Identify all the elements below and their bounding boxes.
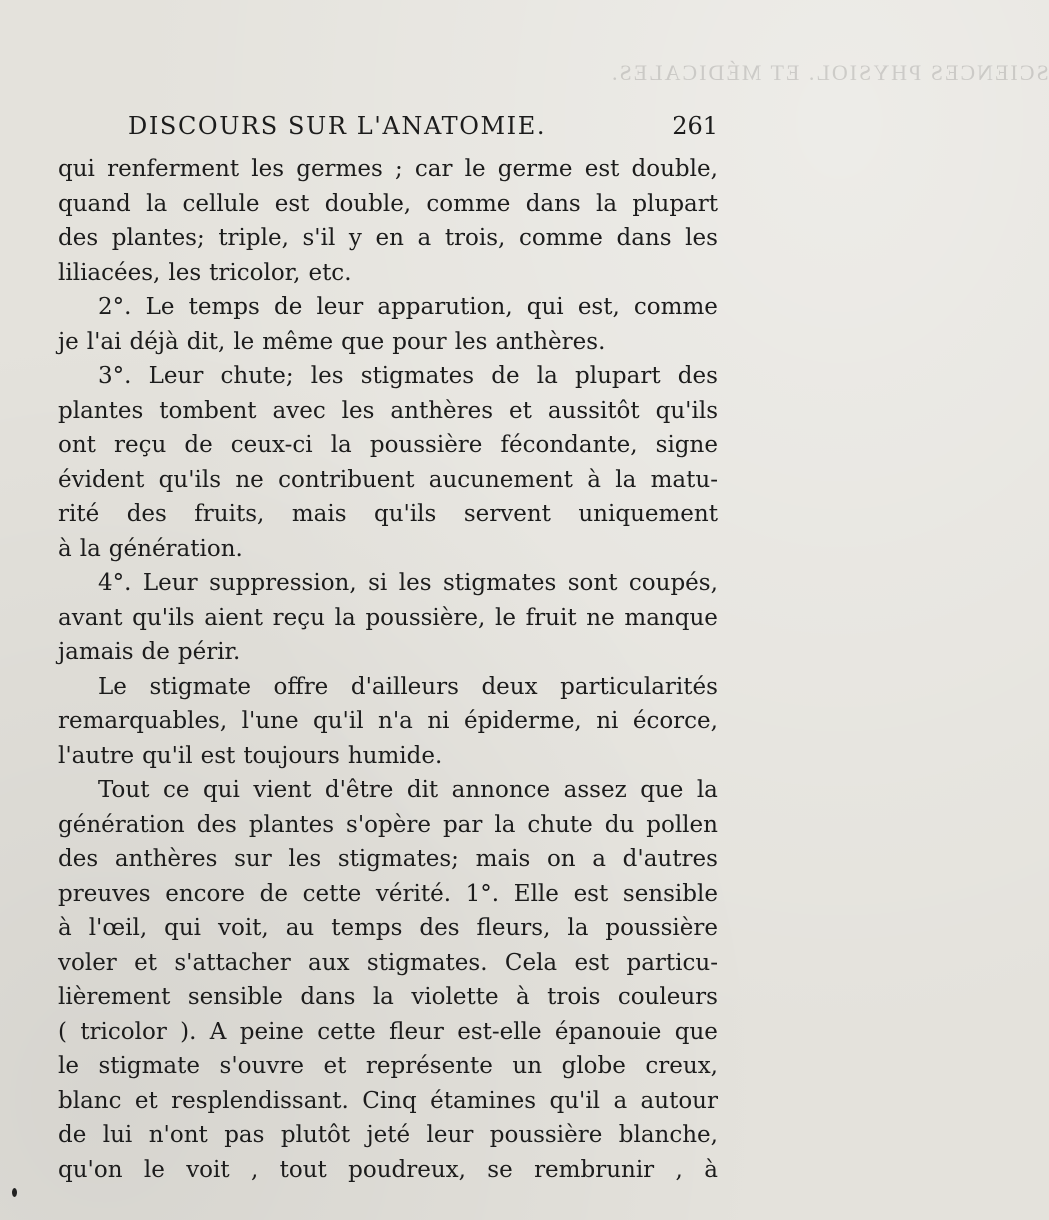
text-line: le stigmate s'ouvre et représente un globe creux, xyxy=(58,1053,718,1079)
text-line: plantes tombent avec les anthères et aussitôt qu'ils xyxy=(58,397,718,424)
text-line: jamais de périr. xyxy=(58,639,241,665)
text-line: 4°. Leur suppression, si les stigmates sont coupés, xyxy=(98,570,718,596)
text-line: de lui n'ont pas plutôt jeté leur poussière blanche, xyxy=(58,1122,718,1148)
text-line: Le stigmate offre d'ailleurs deux particularités xyxy=(98,673,718,700)
text-line: liliacées, les tricolor, etc. xyxy=(58,259,352,286)
text-line: ( tricolor ). A peine cette fleur est-elle épanouie que xyxy=(58,1018,718,1045)
text-line: qui renferment les germes ; car le germe est double, xyxy=(58,156,718,182)
text-line: génération des plantes s'opère par la chute du pollen xyxy=(58,811,718,838)
text-line: rité des fruits, mais qu'ils servent uniquement xyxy=(58,501,718,527)
text-line: ont reçu de ceux-ci la poussière fécondante, signe xyxy=(58,432,718,458)
text-line: voler et s'attacher aux stigmates. Cela est particu- xyxy=(58,949,718,976)
text-line: 3°. Leur chute; les stigmates de la plupart des xyxy=(98,363,718,389)
bleed-through-text: SCIENCES PHYSIOL. ET MÉDICALES. xyxy=(610,60,1049,85)
text-line: 2°. Le temps de leur apparution, qui est, comme xyxy=(98,294,718,320)
header-title: DISCOURS SUR L'ANATOMIE. xyxy=(128,112,547,140)
page-number: 261 xyxy=(672,112,718,140)
text-line: quand la cellule est double, comme dans la plupart xyxy=(58,190,718,217)
text-line: avant qu'ils aient reçu la poussière, le fruit ne manque xyxy=(58,604,718,631)
text-line: à la génération. xyxy=(58,535,243,562)
ink-speck xyxy=(12,1188,17,1197)
body-text xyxy=(58,152,718,1187)
text-line: blanc et resplendissant. Cinq étamines qu'il a autour xyxy=(58,1087,718,1114)
text-line: lièrement sensible dans la violette à trois couleurs xyxy=(58,984,718,1010)
text-line: évident qu'ils ne contribuent aucunement à la matu- xyxy=(58,466,718,493)
text-line: à l'œil, qui voit, au temps des fleurs, la poussière xyxy=(58,915,718,941)
running-header xyxy=(128,112,718,146)
text-line: je l'ai déjà dit, le même que pour les anthères. xyxy=(58,328,606,355)
text-line: l'autre qu'il est toujours humide. xyxy=(58,742,443,769)
text-line: des anthères sur les stigmates; mais on a d'autres xyxy=(58,846,718,872)
text-line: preuves encore de cette vérité. 1°. Elle est sensible xyxy=(58,880,718,907)
text-line: Tout ce qui vient d'être dit annonce assez que la xyxy=(98,777,718,803)
text-line: qu'on le voit , tout poudreux, se rembrunir , à xyxy=(58,1156,718,1183)
text-line: des plantes; triple, s'il y en a trois, comme dans les xyxy=(58,225,718,251)
text-line: remarquables, l'une qu'il n'a ni épiderme, ni écorce, xyxy=(58,708,718,734)
